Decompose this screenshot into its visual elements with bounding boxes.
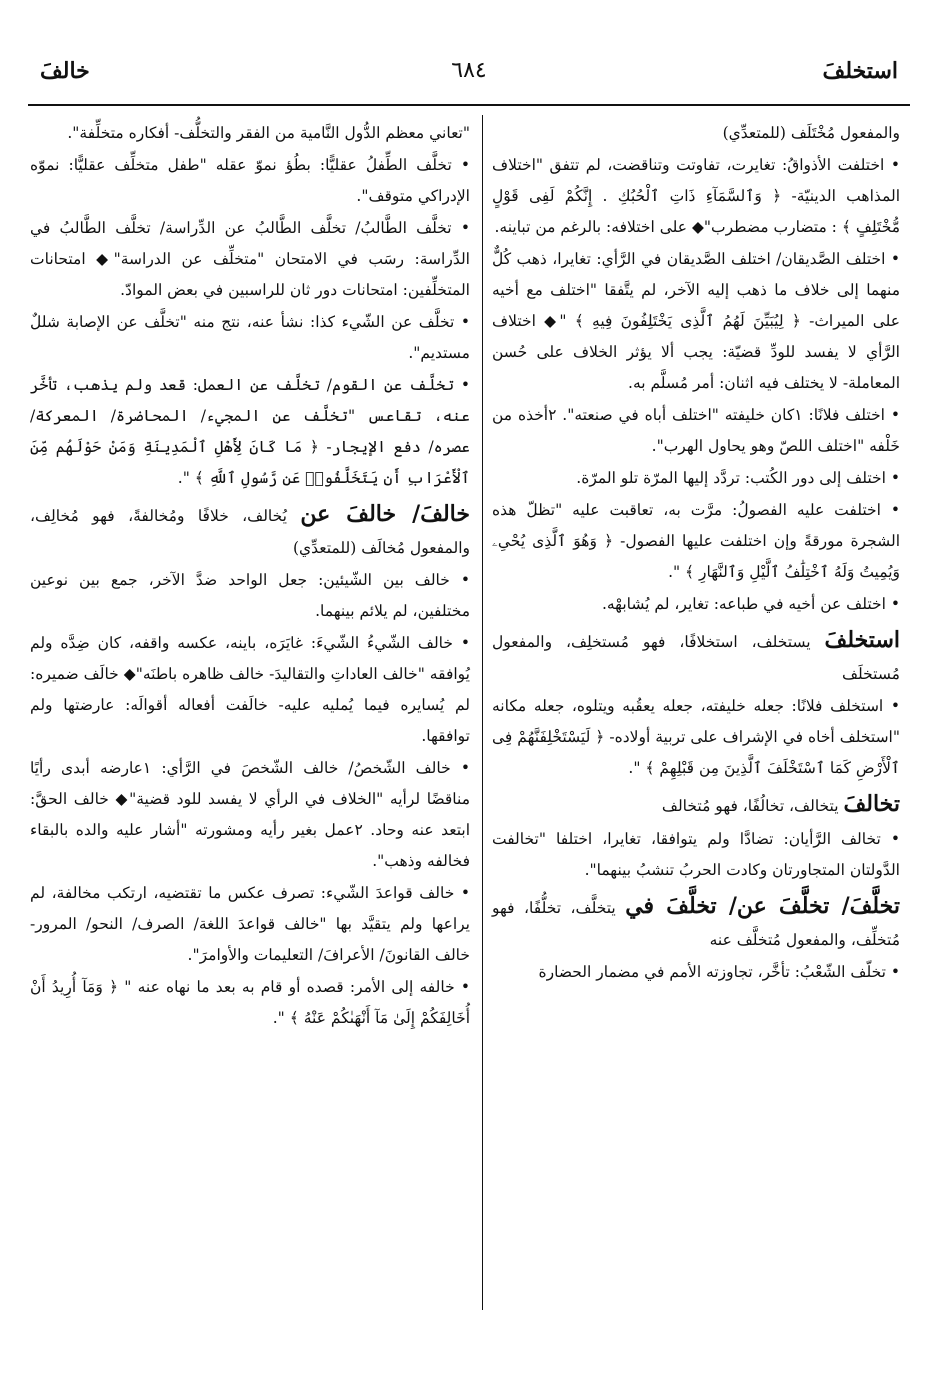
entry-text: • استخلف فلانًا: جعله خليفته، جعله يعقُبه ويتلوه، جعله مكانه "استخلف أخاه في الإشراف على تربية أولاده- ﴿ لَيَسْتَخْلِفَنَّهُمْ فِى ٱلْأَرْضِ كَمَا ٱسْتَخْلَفَ ٱلَّذِينَ مِن قَبْلِهِمْ ﴾ ".	[492, 691, 900, 784]
entry-text: • خالفه إلى الأمر: قصده أو قام به بعد ما نهاه عنه " ﴿ وَمَآ أُرِيدُ أَنْ أُخَالِفَكُمْ إِلَىٰ مَآ أَنْهَىٰكُمْ عَنْهُ ﴾ ".	[30, 972, 470, 1034]
entry-text: • اختلفت الأذواقُ: تغايرت، تفاوتت وتناقضت، لم تتفق "اختلاف المذاهب الدينيّة- ﴿ وَٱلسَّمَآءِ ذَاتِ ٱلْحُبُكِ . إِنَّكُمْ لَفِى قَوْلٍ مُّخْتَلِفٍ ﴾ : متضارب مضطرب"◆ على اختلافه: بالرغم من تباينه.	[492, 150, 900, 243]
entry-text: • اختلف إلى دور الكُتب: تردَّد إليها المرّة تلو المرّة.	[492, 463, 900, 494]
entry-text: • تخلَّف عن القوم/ تخلَّف عن العمل: قعد ولم يذهب، تأخَّر عنه، تقاعس "تخلَّف عن المجيء/ المحاضرة/ المعركة/ عصره/ دفع الإيجار- ﴿ مَا كَانَ لِأَهْلِ ٱلْمَدِينَةِ وَمَنْ حَوْلَهُم مِّنَ ٱلْأَعْرَابِ أَن يَتَخَلَّفُوا۟ عَن رَّسُولِ ٱللَّهِ ﴾ ".	[30, 370, 470, 494]
sense-entry	[30, 150, 470, 212]
guide-word-right: استخلفَ	[822, 58, 898, 84]
sense-entry	[30, 753, 470, 877]
page-header	[40, 52, 898, 96]
left-column	[30, 118, 470, 1035]
entry-text: والمفعول مُخْتَلَف (للمتعدِّي)	[722, 124, 900, 142]
sense-entry	[30, 972, 470, 1034]
sense-entry	[492, 463, 900, 494]
headword-entry	[492, 621, 900, 690]
entry-text: • اختلف عن أخيه في طباعه: تغاير، لم يُشابهْه.	[492, 589, 900, 620]
sense-entry	[492, 150, 900, 243]
entry-text: • خالف الشّخصُ/ خالف الشّخصَ في الرَّأي: ١عارضه أبدى رأيًا مناقضًا لرأيه "الخلاف في الرأي لا يفسد للود قضية"◆ خالف الحقَّ: ابتعد عنه وحاد. ٢عمل بغير رأيه ومشورته "أشار عليه والده بالبقاء فخالفه وذهب".	[30, 753, 470, 877]
entry-text: • تخلّف الشّعْبُ: تأخَّر، تجاوزته الأمم في مضمار الحضارة	[492, 957, 900, 988]
headword-forms: يُخالف، خلافًا ومُخالفةً، فهو مُخالِف، والمفعول مُخالَف (للمتعدِّي)	[30, 507, 470, 557]
entry-text: • خالف قواعدَ الشّيء: تصرف عكس ما تقتضيه، ارتكب مخالفة، لم يراعها ولم يتقيَّد بها "خالف قواعدَ اللغة/ الصرف/ النحو/ المرور- خالف القانونَ/ الأعرافَ/ التعليمات والأوامرَ".	[30, 878, 470, 971]
sense-entry	[492, 957, 900, 988]
entry-text: • تخلَّف الطَّالبُ/ تخلَّف الطَّالبُ عن الدِّراسة/ تخلَّف الطَّالبُ في الدِّراسة: رسَب في الامتحان "متخلِّف عن الدراسة"◆ امتحانات المتخلِّفين: امتحانات دور ثان للراسبين في بعض الموادّ.	[30, 213, 470, 306]
sense-entry	[492, 824, 900, 886]
headword-entry	[492, 785, 900, 823]
page-number: ٦٨٤	[451, 58, 487, 83]
headword: تخالفَ	[843, 791, 900, 817]
headword-forms: يتخلَّف، تخلُّفًا، فهو مُتخلِّف، والمفعول مُتخلَّف عنه	[492, 899, 900, 949]
header-rule	[28, 104, 910, 106]
sense-entry	[30, 213, 470, 306]
headword: خالفَ/ خالفَ عن	[300, 501, 470, 527]
sense-entry	[492, 495, 900, 588]
sense-entry	[30, 878, 470, 971]
headword-entry	[30, 495, 470, 564]
headword-entry	[492, 887, 900, 956]
sense-entry	[492, 691, 900, 784]
continuation-text	[30, 118, 470, 149]
continuation-text	[492, 118, 900, 149]
sense-entry	[492, 589, 900, 620]
sense-entry	[30, 370, 470, 494]
sense-entry	[30, 628, 470, 752]
entry-text: • خالف بين الشّيئين: جعل الواحد ضدَّ الآخر، جمع بين نوعين مختلفين، لم يلائم بينهما.	[30, 565, 470, 627]
headword-forms: يستخلف، استخلافًا، فهو مُستخلِف، والمفعول مُستخلَف	[492, 633, 900, 683]
entry-text: • تخلَّف الطِّفلُ عقليًّا: بطُؤ نموّ عقله "طفل متخلِّف عقليًّا: نموّه الإدراكي متوقف".	[30, 150, 470, 212]
headword: استخلفَ	[824, 627, 900, 653]
right-column	[492, 118, 900, 989]
guide-word-left: خالفَ	[40, 58, 90, 84]
sense-entry	[492, 400, 900, 462]
entry-text: "تعاني معظم الدُّول النَّامية من الفقر والتخلُّف- أفكاره متخلِّفة".	[67, 124, 470, 142]
sense-entry	[30, 307, 470, 369]
entry-text: • اختلف الصَّديقان/ اختلف الصَّديقان في الرَّأي: تغايرا، ذهب كُلٌّ منهما إلى خلاف ما ذهب إليه الآخر، لم يتَّفقا "اختلف مع أخيه على الميراث- ﴿ لِيُبَيِّنَ لَهُمُ ٱلَّذِى يَخْتَلِفُونَ فِيهِ ﴾ "◆ اختلاف الرَّأي لا يفسد للودِّ قضيّة: يجب ألا يؤثر الخلاف على حُسن المعاملة- لا يختلف فيه اثنان: أمر مُسلَّم به.	[492, 244, 900, 399]
entry-text: • اختلفت عليه الفصولُ: مرَّت به، تعاقبت عليه "تظلّ هذه الشجرة مورقةً وإن اختلفت عليها الفصول- ﴿ وَهُوَ ٱلَّذِى يُحْىِۦ وَيُمِيتُ وَلَهُ ٱخْتِلَٰفُ ٱلَّيْلِ وَٱلنَّهَارِ ﴾ ".	[492, 495, 900, 588]
sense-entry	[492, 244, 900, 399]
entry-text: • تخالف الرَّأيان: تضادَّا ولم يتوافقا، تغايرا، اختلفا "تخالفت الدَّولتان المتجاورتان وكادت الحربُ تنشبُ بينهما".	[492, 824, 900, 886]
headword: تخلَّفَ/ تخلَّفَ عن/ تخلَّفَ في	[625, 893, 900, 919]
entry-text: • اختلف فلانًا: ١كان خليفته "اختلف أباه في صنعته". ٢أخذه من خَلْفه "اختلف اللصّ وهو يحاول الهرب".	[492, 400, 900, 462]
entry-text: • خالف الشّيءُ الشّيءَ: غايَرَه، باينه، عكسه واقفه، كان ضِدَّه ولم يُوافقه "خالف العاداتِ والتقاليدَ- خالف ظاهره باطنَه"◆ خالَف ضميره: لم يُسايره فيما يُمليه عليه- خالَفت أفعاله أقوالَه: عارضتها ولم توافقها.	[30, 628, 470, 752]
sense-entry	[30, 565, 470, 627]
column-divider	[482, 115, 483, 1310]
entry-text: • تخلَّف عن الشّيء كذا: نشأ عنه، نتج منه "تخلَّف عن الإصابة شللٌ مستديم".	[30, 307, 470, 369]
headword-forms: يتخالف، تخالُفًا، فهو مُتخالف	[661, 797, 839, 815]
